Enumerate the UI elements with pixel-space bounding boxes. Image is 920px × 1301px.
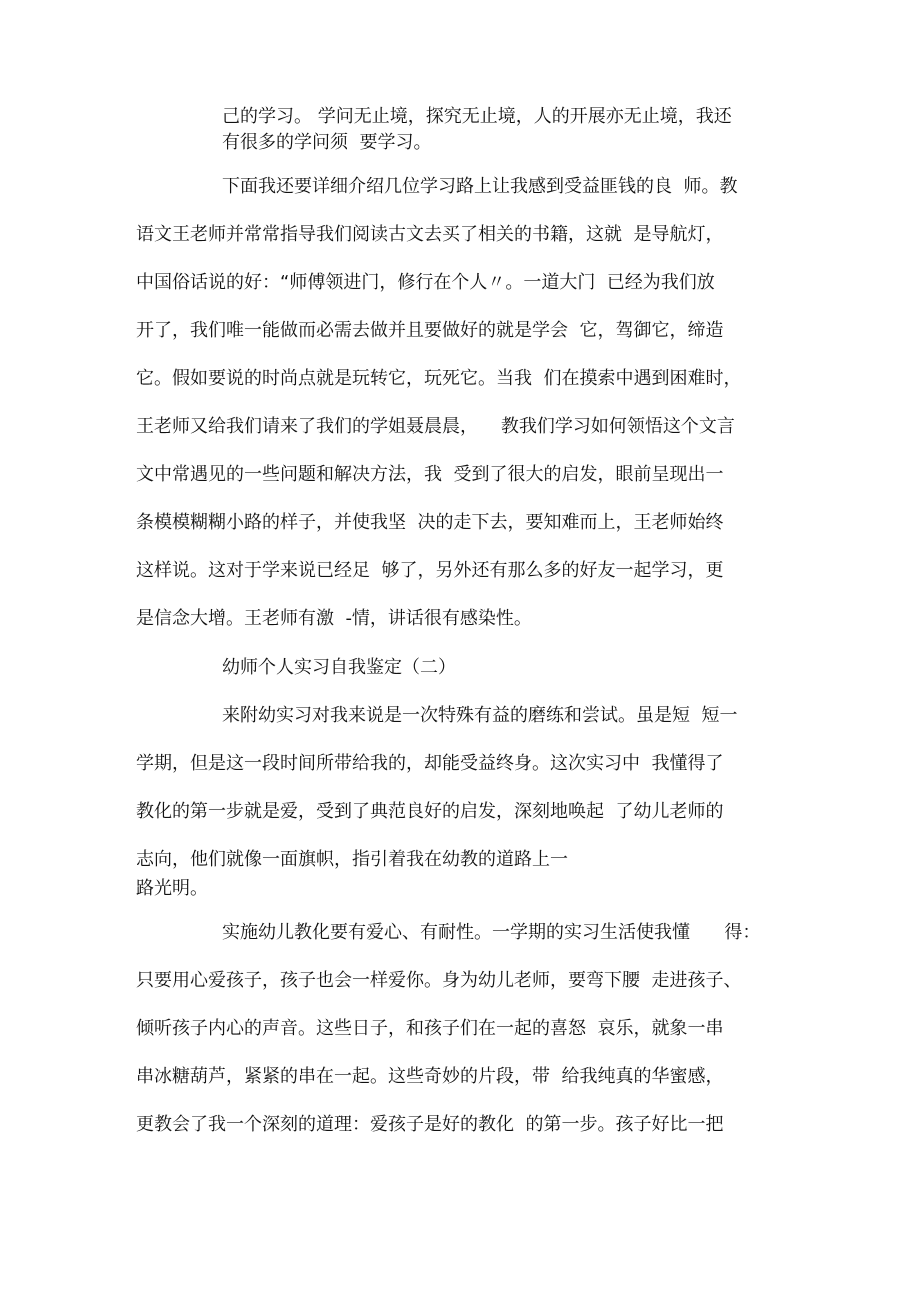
text-line: 己的学习。 学问无止境，探究无止境，人的开展亦无止境，我还 — [222, 106, 732, 127]
section-heading: 幼师个人实习自我鉴定（二） — [222, 657, 456, 678]
text-line: 是信念大增。王老师有激 -情，讲话很有感染性。 — [136, 608, 532, 629]
text-line: 开了，我们唯一能做而必需去做并且要做好的就是学会 它，驾御它，缔造 — [136, 320, 724, 341]
text-line: 这样说。这对于学来说已经足 够了，另外还有那么多的好友一起学习，更 — [136, 560, 724, 581]
text-line: 文中常遇见的一些问题和解决方法，我 受到了很大的启发，眼前呈现出一 — [136, 464, 724, 485]
text-line: 学期，但是这一段时间所带给我的，却能受益终身。这次实习中 我懂得了 — [136, 753, 724, 774]
text-line: 只要用心爱孩子，孩子也会一样爱你。身为幼儿老师，要弯下腰 走进孩子、 — [136, 970, 742, 991]
text-line: 志向，他们就像一面旗帜，指引着我在幼教的道路上一 — [136, 849, 568, 870]
text-line: 语文王老师并常常指导我们阅读古文去买了相关的书籍，这就 是导航灯， — [136, 224, 724, 245]
text-line: 来附幼实习对我来说是一次特殊有益的磨练和尝试。虽是短 短一 — [222, 705, 738, 726]
text-line: 串冰糖葫芦，紧紧的串在一起。这些奇妙的片段，带 给我纯真的华蜜感， — [136, 1066, 724, 1087]
text-line: 实施幼儿教化要有爱心、有耐性。一学期的实习生活使我懂 得： — [222, 922, 761, 943]
text-line: 路光明。 — [136, 878, 208, 899]
text-line: 教化的第一步就是爱，受到了典范良好的启发，深刻地唤起 了幼儿老师的 — [136, 801, 724, 822]
text-line: 倾听孩子内心的声音。这些日子，和孩子们在一起的喜怒 哀乐，就象一串 — [136, 1018, 724, 1039]
text-line: 更教会了我一个深刻的道理：爱孩子是好的教化 的第一步。孩子好比一把 — [136, 1114, 724, 1135]
text-line: 王老师又给我们请来了我们的学姐聂晨晨， 教我们学习如何领悟这个文言 — [136, 416, 735, 437]
text-line: 它。假如要说的时尚点就是玩转它，玩死它。当我 们在摸索中遇到困难时， — [136, 368, 742, 389]
text-line: 中国俗话说的好：“师傅领进门，修行在个人〃。一道大门 已经为我们放 — [136, 272, 715, 293]
text-line: 下面我还要详细介绍几位学习路上让我感到受益匪钱的良 师。教 — [222, 176, 738, 197]
text-line: 条模模糊糊小路的样子，并使我坚 决的走下去，要知难而上，王老师始终 — [136, 512, 724, 533]
text-line: 有很多的学问须 要学习。 — [222, 132, 432, 153]
